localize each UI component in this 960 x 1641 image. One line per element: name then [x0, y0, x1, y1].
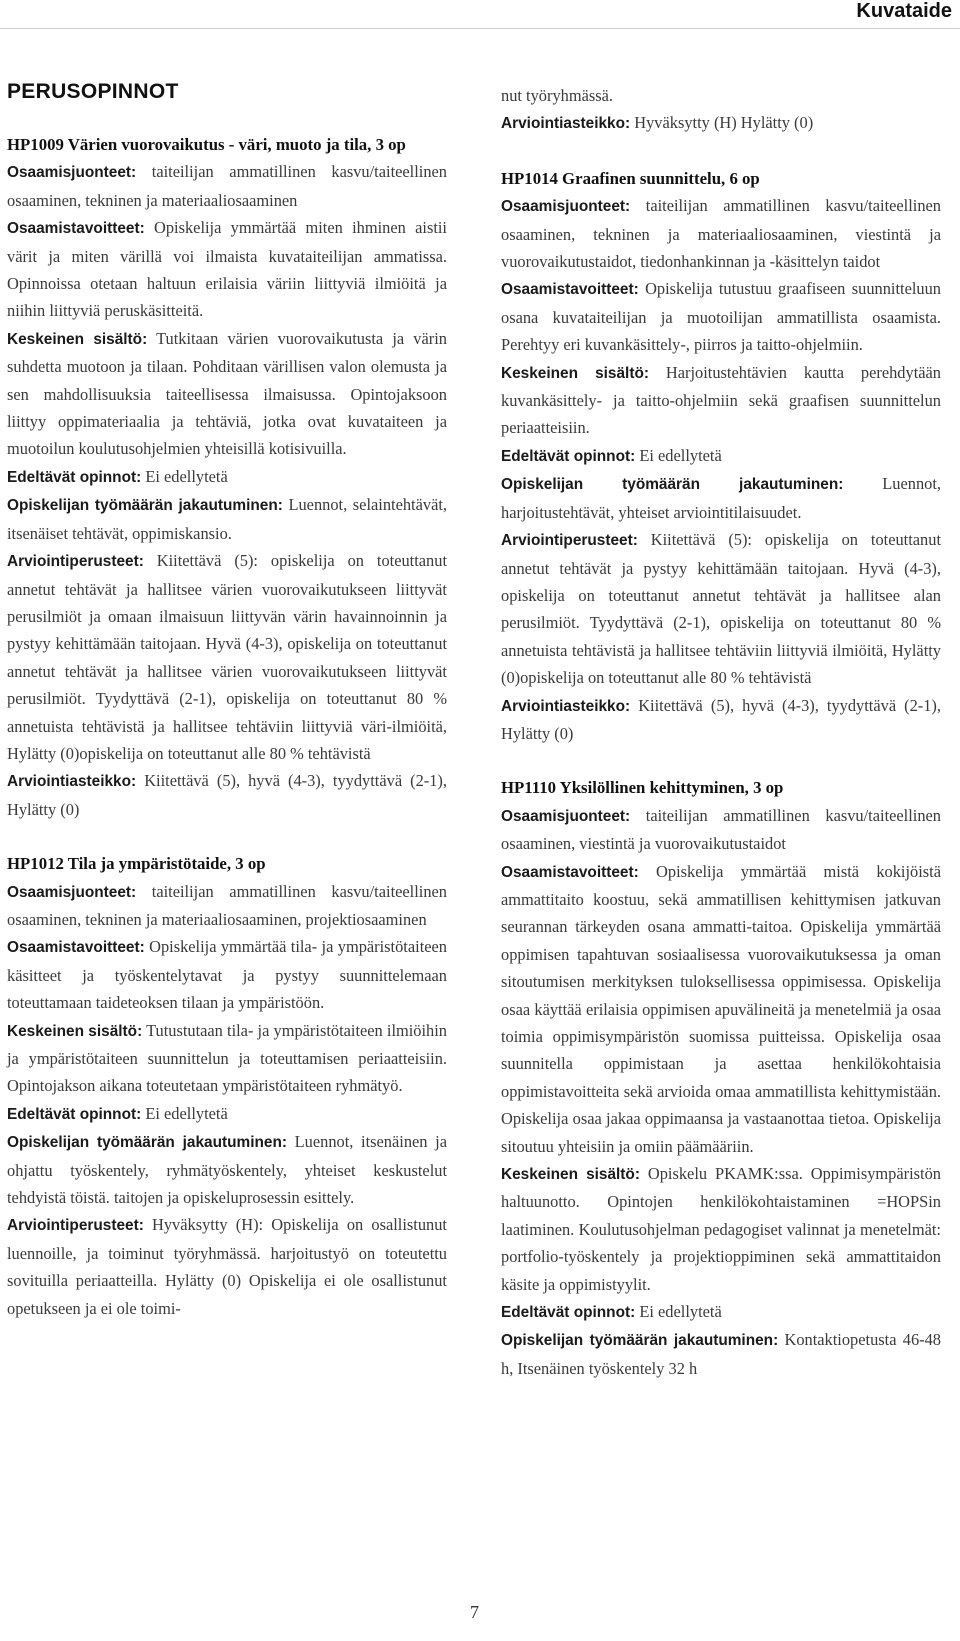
course-block	[501, 82, 941, 138]
header-title: Kuvataide	[856, 0, 952, 22]
field-text: Hyväksytty (H) Hylätty (0)	[634, 113, 814, 133]
field-label: Edeltävät opinnot:	[501, 447, 636, 465]
field-text: taiteilijan ammatillinen kasvu/taiteellinen osaaminen, tekninen ja materiaaliosaaminen, projektiosaaminen	[7, 881, 447, 929]
field-text: taiteilijan ammatillinen kasvu/taiteellinen osaaminen, tekninen ja materiaaliosaaminen, viestintä ja vuorovaikutustaidot, tiedonhankinnan ja -käsittelyn taidot	[501, 196, 941, 272]
field-text: Kiitettävä (5), hyvä (4-3), tyydyttävä (2-1), Hylätty (0)	[501, 695, 941, 743]
page-number: 7	[470, 1602, 479, 1622]
field-text: Harjoitustehtävien kautta perehdytään kuvankäsittely- ja taitto-ohjelmiin sekä graafisen suunnittelun periaatteisiin.	[501, 362, 941, 438]
course-gap	[7, 823, 447, 850]
field-text: Kiitettävä (5): opiskelija on toteuttanut annetut tehtävät ja hallitsee värien vuorovaikutukseen liittyvät perusilmiöt ja omaan ilmaisuun liittyvän värin havainnoinnin ja pystyy kehittämään taitojaan. Hyvä (4-3), opiskelija on toteuttanut annetut tehtävät ja hallitsee värien vuorovaikutukseen liittyvät perusilmiöt. Tyydyttävä (2-1), opiskelija on toteuttanut 80 % annetuista tehtävistä ja hallitsee tehtäviin liittyviä väri-ilmiöitä, Hylätty (0)opiskelija on toteuttanut alle 80 % tehtävistä	[7, 551, 447, 763]
field-text: taiteilijan ammatillinen kasvu/taiteellinen osaaminen, viestintä ja vuorovaikutustaidot	[501, 805, 941, 854]
field-label: Keskeinen sisältö:	[501, 1166, 640, 1184]
course-field	[7, 1017, 447, 1100]
course-field	[7, 158, 447, 214]
course-field	[7, 1211, 447, 1322]
field-label: Opiskelijan työmäärän jakautuminen:	[7, 497, 283, 515]
course-field	[501, 275, 941, 358]
field-text: Kiitettävä (5): opiskelija on toteuttanut annetut tehtävät ja pystyy kehittämään taitojaan. Hyvä (4-3), opiskelija on toteuttanut annetut tehtävät ja hallitsee alan perusilmiöt. Tyydyttävä (2-1), opiskelija on toteuttanut 80 % annetuista tehtävistä ja hallitsee tehtäviin liittyviä ilmiöitä, Hylätty (0)opiskelija on toteuttanut alle 80 % tehtävistä	[501, 530, 941, 688]
field-label: Osaamistavoitteet:	[501, 281, 639, 299]
course-field	[7, 491, 447, 547]
field-text: Opiskelija ymmärtää mistä kokijöistä ammattitaito koostuu, sekä ammatillisen kehittymisen jatkuvan seurannan tärkeyden osana ammatti-taitoa. Opiskelija ymmärtää oppimisen tapahtuvan sosiaalisessa vuorovaikutuksessa ja oman sitoutumisen merkityksen tuloksellisessa oppimisessa. Opiskelija osaa käyttää erilaisia oppimisen apuvälineitä ja menetelmiä ja osaa toimia oppimisympäristön suomissa puitteissa. Opiskelija osaa suunnitella oppimistaan ja asettaa henkilökohtaisia oppimistavoitteita sekä arvioida omaa ammatillista kehittymistään. Opiskelija osaa jakaa oppimaansa ja vastaanottaa tietoa. Opiskelija sitoutuu yhteisiin ja omiin päämääriin.	[501, 861, 941, 1156]
course-gap	[501, 138, 941, 165]
course-field	[501, 858, 941, 1160]
course-block	[7, 850, 447, 1322]
course-title: HP1009 Värien vuorovaikutus - väri, muoto ja tila, 3 op	[7, 135, 406, 154]
course-field	[501, 109, 941, 137]
course-field	[501, 470, 941, 526]
field-label: Arviointiasteikko:	[501, 697, 631, 715]
course-field	[501, 1160, 941, 1298]
field-label: Osaamisjuonteet:	[7, 164, 137, 182]
left-column	[7, 131, 447, 1322]
course-block	[501, 165, 941, 748]
field-text: Opiskelu PKAMK:ssa. Oppimisympäristön haltuunotto. Opintojen henkilökohtaistaminen =HOPSin laatiminen. Koulutusohjelman pedagogiset valinnat ja menetelmät: portfolio-työskentely ja projektioppiminen sekä ammattitaidon käsite ja oppimistyylit.	[501, 1164, 941, 1294]
field-label: Opiskelijan työmäärän jakautuminen:	[501, 476, 844, 494]
course-field	[501, 1326, 941, 1382]
field-label: Keskeinen sisältö:	[7, 330, 148, 348]
course-field	[501, 82, 941, 109]
field-label: Arviointiperusteet:	[501, 532, 638, 550]
field-text: Kiitettävä (5), hyvä (4-3), tyydyttävä (2-1), Hylätty (0)	[7, 771, 447, 819]
field-text: Opiskelija ymmärtää miten ihminen aistii värit ja miten värillä voi ilmaista kuvataiteilijan ammatissa. Opinnoissa otetaan haltuun erilaisia väriin liittyviä ilmiöitä ja niihin liittyviä peruskäsitteitä.	[7, 218, 447, 321]
field-label: Osaamistavoitteet:	[7, 220, 145, 238]
field-text: Luennot, harjoitustehtävät, yhteiset arviointitilaisuudet.	[501, 474, 941, 522]
course-block	[7, 131, 447, 823]
section-title: PERUSOPINNOT	[7, 80, 179, 103]
field-label: Keskeinen sisältö:	[7, 1022, 143, 1040]
right-column	[501, 82, 941, 1382]
field-label: Edeltävät opinnot:	[501, 1304, 636, 1322]
course-title: HP1110 Yksilöllinen kehittyminen, 3 op	[501, 778, 784, 798]
field-label: Osaamistavoitteet:	[501, 863, 639, 881]
field-label: Osaamisjuonteet:	[7, 883, 137, 901]
field-label: Osaamistavoitteet:	[7, 939, 145, 957]
field-text: Tutkitaan värien vuorovaikutusta ja värin suhdetta muotoon ja tilaan. Pohditaan värillisen valon olemusta ja sen mahdollisuuksia taiteellisessa ilmaisussa. Opintojaksoon liittyy oppimateriaalia ja tehtäviä, jotka ovat kuvataiteen ja muotoilun koulutusohjelmien yhteisillä kotisivuilla.	[7, 328, 447, 459]
course-field	[7, 1128, 447, 1211]
course-field	[7, 325, 447, 463]
field-text: Ei edellytetä	[145, 466, 228, 486]
course-field	[7, 933, 447, 1016]
field-text: Opiskelija ymmärtää tila- ja ympäristötaiteen käsitteet ja työskentelytavat ja pystyy suunnittelemaan toteuttamaan taideteoksen tilaan ja ympäristöön.	[7, 937, 447, 1013]
field-label: Edeltävät opinnot:	[7, 468, 142, 486]
course-field	[501, 1298, 941, 1326]
course-gap	[501, 747, 941, 774]
course-field	[501, 192, 941, 275]
field-label: Arviointiasteikko:	[501, 115, 631, 133]
course-field	[7, 547, 447, 767]
field-text: Tutustutaan tila- ja ympäristötaiteen ilmiöihin ja ympäristötaiteen suunnittelun ja toteuttamisen periaatteisiin. Opintojakson aikana toteutetaan ympäristötaiteen ryhmätyö.	[7, 1020, 448, 1096]
field-label: Arviointiperusteet:	[7, 1217, 144, 1235]
field-text: Ei edellytetä	[639, 1302, 722, 1322]
field-label: Opiskelijan työmäärän jakautuminen:	[7, 1134, 287, 1152]
page-header	[0, 0, 960, 29]
course-field	[7, 1100, 447, 1128]
course-field	[501, 526, 941, 691]
field-text: nut työryhmässä.	[501, 86, 613, 105]
field-text: Opiskelija tutustuu graafiseen suunnitteluun osana kuvataiteilijan ja muotoilijan ammatillista osaamista. Perehtyy eri kuvankäsittely-, piirros ja taitto-ohjelmiin.	[501, 279, 941, 355]
field-text: Hyväksytty (H): Opiskelija on osallistunut luennoille, ja toiminut työryhmässä. harjoitustyö on toteutettu sovituilla periaatteilla. Hylätty (0) Opiskelija ei ole osallistunut opetukseen ja ei ole toimi-	[7, 1215, 447, 1318]
field-text: Ei edellytetä	[639, 445, 722, 465]
field-label: Arviointiasteikko:	[7, 773, 137, 791]
field-text: Ei edellytetä	[145, 1103, 228, 1123]
field-text: Kontaktiopetusta 46-48 h, Itsenäinen työskentely 32 h	[501, 1330, 941, 1378]
field-label: Edeltävät opinnot:	[7, 1105, 142, 1123]
field-label: Keskeinen sisältö:	[501, 364, 649, 382]
course-title: HP1014 Graafinen suunnittelu, 6 op	[501, 168, 760, 188]
course-field	[501, 359, 941, 442]
field-label: Osaamisjuonteet:	[501, 198, 631, 216]
course-field	[7, 767, 447, 823]
course-field	[501, 692, 941, 748]
field-text: Luennot, itsenäinen ja ohjattu työskentely, ryhmätyöskentely, yhteiset keskustelut tehdyistä töistä. taitojen ja opiskeluprosessin esittely.	[7, 1132, 447, 1208]
course-field	[7, 878, 447, 934]
course-field	[501, 802, 941, 858]
course-title: HP1012 Tila ja ympäristötaide, 3 op	[7, 854, 266, 874]
field-text: taiteilijan ammatillinen kasvu/taiteellinen osaaminen, tekninen ja materiaaliosaaminen	[7, 162, 447, 210]
field-label: Opiskelijan työmäärän jakautuminen:	[501, 1332, 779, 1350]
course-block	[501, 774, 941, 1382]
field-text: Luennot, selaintehtävät, itsenäiset tehtävät, oppimiskansio.	[7, 495, 447, 543]
course-field	[7, 214, 447, 325]
field-label: Arviointiperusteet:	[7, 553, 144, 571]
field-label: Osaamisjuonteet:	[501, 807, 631, 825]
course-field	[7, 463, 447, 491]
course-field	[501, 442, 941, 470]
